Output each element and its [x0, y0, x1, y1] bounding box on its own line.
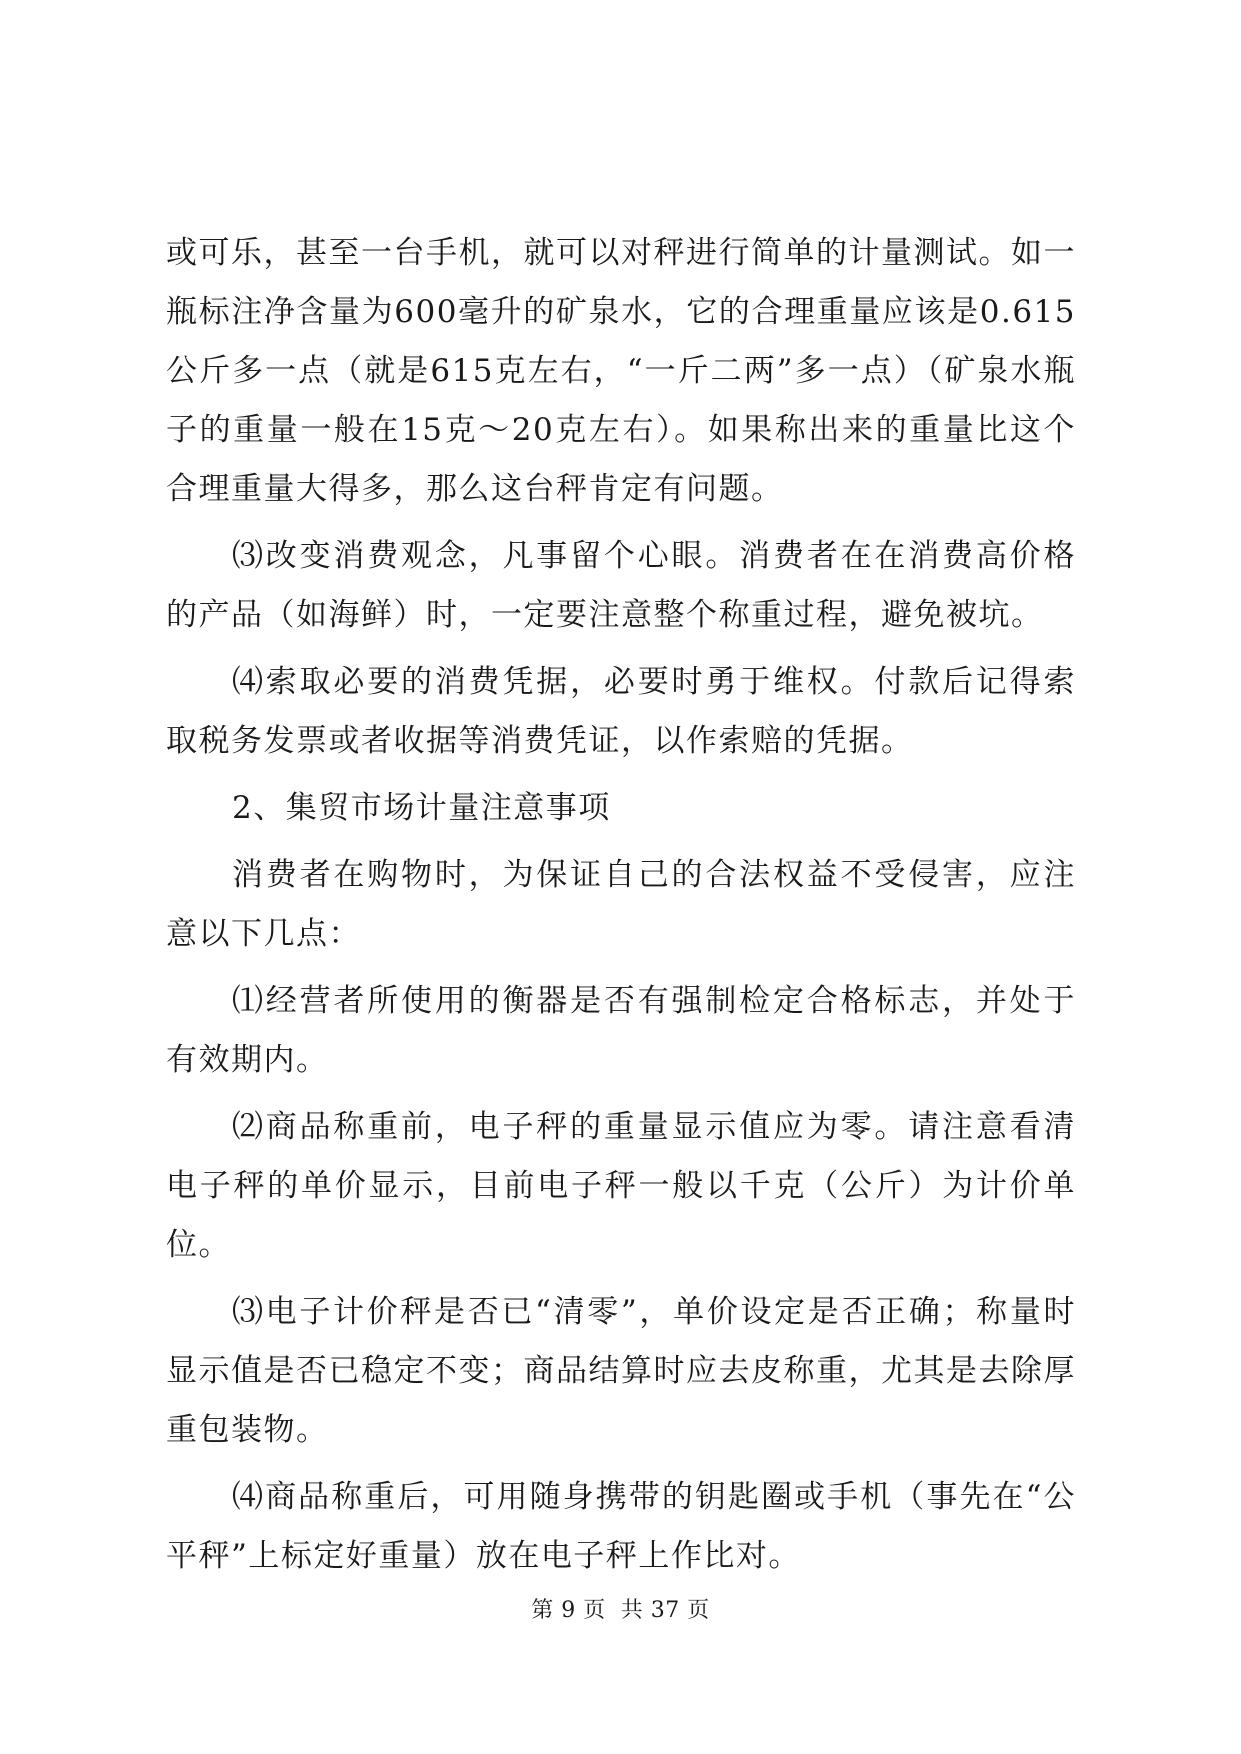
document-body	[166, 224, 1076, 1594]
paragraph-item-1: ⑴经营者所使用的衡器是否有强制检定合格标志，并处于有效期内。	[166, 983, 1076, 1078]
paragraph-item-4: ⑷索取必要的消费凭据，必要时勇于维权。付款后记得索取税务发票或者收据等消费凭证，以作索赔的凭据。	[166, 664, 1076, 759]
paragraph-continuation: 或可乐，甚至一台手机，就可以对秤进行简单的计量测试。如一瓶标注净含量为600毫升的矿泉水，它的合理重量应该是0.615公斤多一点（就是615克左右，“一斤二两”多一点）（矿泉水瓶子的重量一般在15克～20克左右）。如果称出来的重量比这个合理重量大得多，那么这台秤肯定有问题。	[166, 235, 1076, 507]
paragraph-item-3: ⑶改变消费观念，凡事留个心眼。消费者在在消费高价格的产品（如海鲜）时，一定要注意整个称重过程，避免被坑。	[166, 538, 1076, 633]
page-footer	[0, 1593, 1241, 1624]
section-heading: 2、集贸市场计量注意事项	[232, 790, 611, 826]
paragraph-item-2: ⑵商品称重前，电子秤的重量显示值应为零。请注意看清电子秤的单价显示，目前电子秤一般以千克（公斤）为计价单位。	[166, 1109, 1076, 1263]
paragraph-item-3b: ⑶电子计价秤是否已“清零”，单价设定是否正确；称量时显示值是否已稳定不变；商品结算时应去皮称重，尤其是去除厚重包装物。	[166, 1294, 1076, 1448]
page-number: 第 9 页 共 37 页	[531, 1598, 710, 1623]
paragraph-intro: 消费者在购物时，为保证自己的合法权益不受侵害，应注意以下几点：	[166, 857, 1076, 952]
paragraph-item-4b: ⑷商品称重后，可用随身携带的钥匙圈或手机（事先在“公平秤”上标定好重量）放在电子秤上作比对。	[166, 1479, 1076, 1574]
